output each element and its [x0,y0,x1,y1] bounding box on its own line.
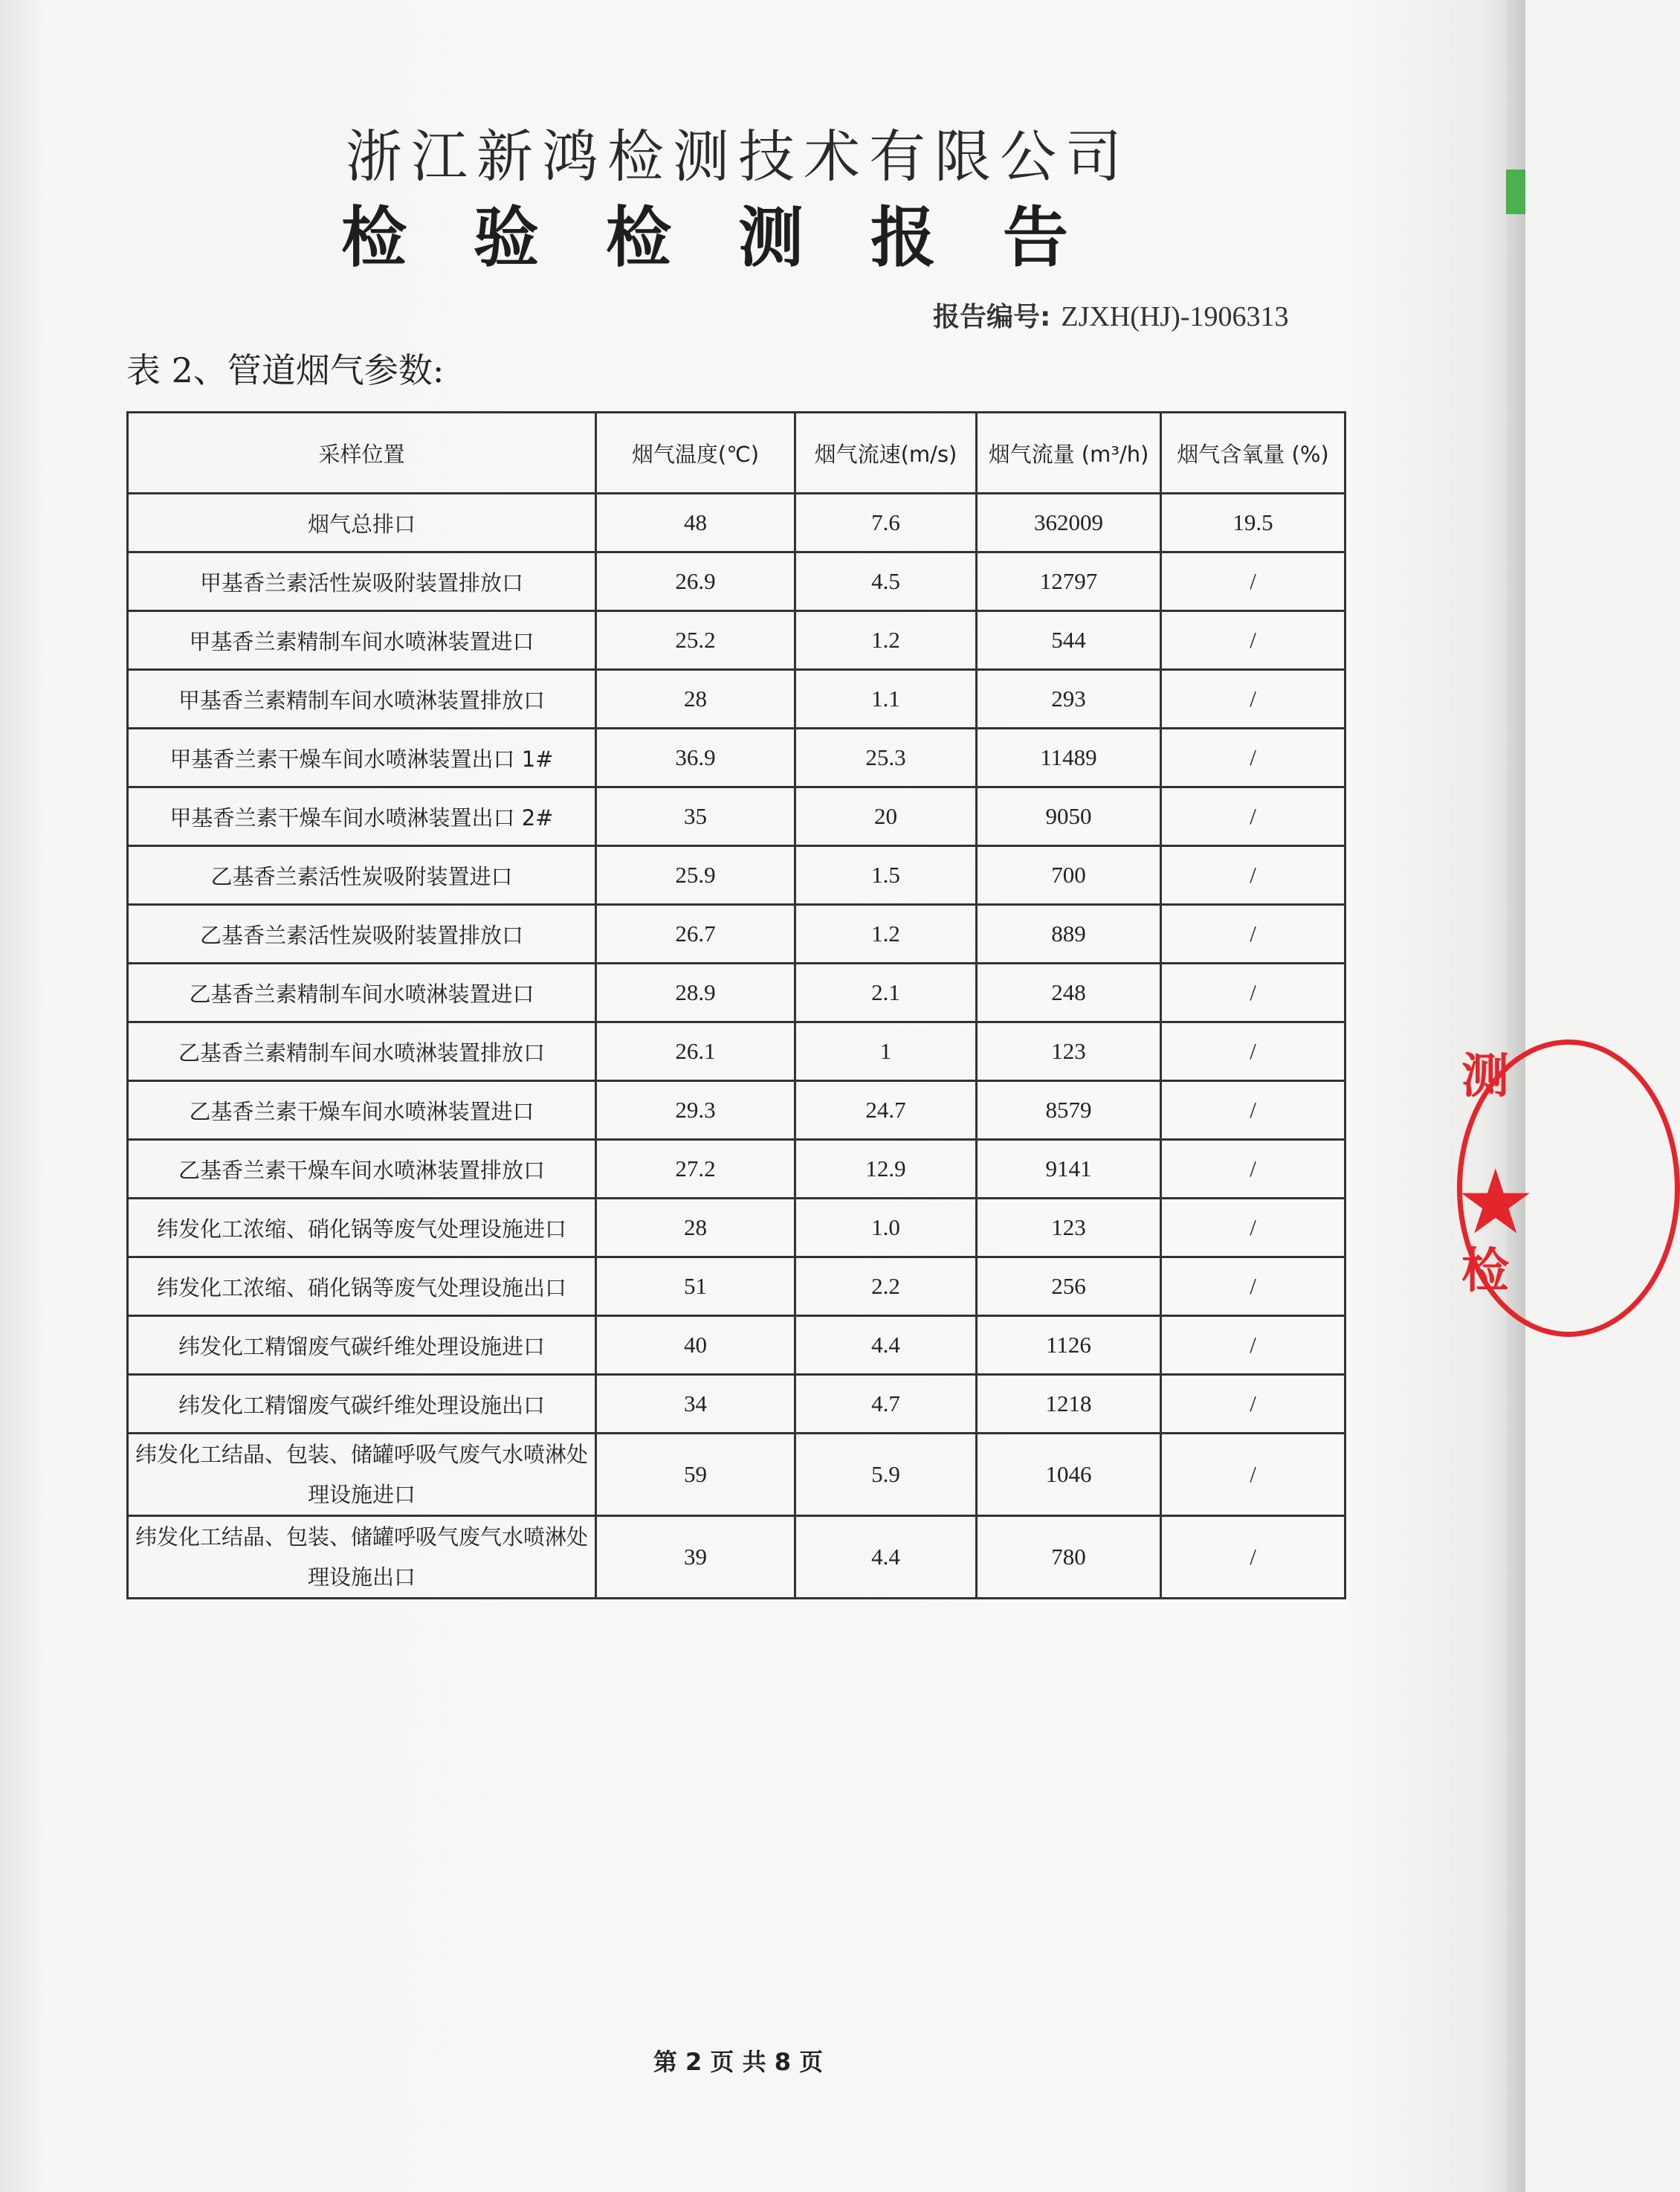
report-number [933,296,1288,334]
cell-velocity: 1.5 [795,846,977,905]
cell-oxygen: / [1161,964,1345,1022]
report-title: 检验检测报告 [340,199,1135,276]
table-header-row [128,413,1345,494]
cell-position: 乙基香兰素活性炭吸附装置进口 [128,846,596,905]
table-caption: 表 2、管道烟气参数: [126,350,445,390]
cell-flow: 256 [977,1257,1161,1316]
table-row [128,905,1345,964]
table-row [128,964,1345,1022]
cell-velocity: 7.6 [795,494,977,552]
table-row [128,670,1345,729]
cell-oxygen: / [1161,1316,1345,1375]
table-row [128,1434,1345,1516]
table-row [128,1516,1345,1599]
cell-flow: 889 [977,905,1161,964]
table-row [128,729,1345,787]
table-row [128,494,1345,552]
cell-position: 甲基香兰素活性炭吸附装置排放口 [128,552,596,611]
cell-flow: 700 [977,846,1161,905]
cell-position: 甲基香兰素干燥车间水喷淋装置出口 2# [128,787,596,846]
cell-position: 乙基香兰素干燥车间水喷淋装置进口 [128,1081,596,1140]
col-position-header: 采样位置 [128,413,596,494]
cell-position: 甲基香兰素精制车间水喷淋装置进口 [128,611,596,670]
cell-velocity: 2.1 [795,964,977,1022]
cell-position: 乙基香兰素活性炭吸附装置排放口 [128,905,596,964]
report-number-label: 报告编号: [933,302,1051,332]
cell-flow: 1126 [977,1316,1161,1375]
cell-position: 纬发化工浓缩、硝化锅等废气处理设施出口 [128,1257,596,1316]
cell-velocity: 12.9 [795,1140,977,1199]
cell-flow: 1218 [977,1375,1161,1434]
cell-velocity: 20 [795,787,977,846]
cell-velocity: 2.2 [795,1257,977,1316]
report-number-value: ZJXH(HJ)-1906313 [1061,301,1289,332]
col-flow-header: 烟气流量 (m³/h) [977,413,1161,494]
company-name: 浙江新鸿检测技术有限公司 [346,123,1131,190]
cell-position: 纬发化工结晶、包装、储罐呼吸气废气水喷淋处理设施进口 [128,1434,596,1516]
cell-temperature: 26.1 [596,1022,795,1081]
cell-flow: 123 [977,1199,1161,1257]
cell-flow: 12797 [977,552,1161,611]
cell-flow: 9141 [977,1140,1161,1199]
seal-star-icon: ★ [1456,1151,1536,1254]
table-row [128,1081,1345,1140]
cell-oxygen: / [1161,1081,1345,1140]
cell-flow: 362009 [977,494,1161,552]
cell-temperature: 25.9 [596,846,795,905]
col-temp-header: 烟气温度(℃) [596,413,795,494]
cell-velocity: 24.7 [795,1081,977,1140]
cell-velocity: 4.7 [795,1375,977,1434]
cell-flow: 8579 [977,1081,1161,1140]
cell-flow: 544 [977,611,1161,670]
table-row [128,1022,1345,1081]
cell-oxygen: / [1161,670,1345,729]
seal-text-bottom: 检 [1461,1244,1509,1299]
col-speed-header: 烟气流速(m/s) [795,413,977,494]
cell-oxygen: 19.5 [1161,494,1345,552]
col-oxygen-header: 烟气含氧量 (%) [1161,413,1345,494]
cell-temperature: 39 [596,1516,795,1599]
cell-position: 纬发化工精馏废气碳纤维处理设施进口 [128,1316,596,1375]
cell-flow: 9050 [977,787,1161,846]
cell-oxygen: / [1161,1140,1345,1199]
cell-velocity: 1.0 [795,1199,977,1257]
table-row [128,1375,1345,1434]
cell-velocity: 4.5 [795,552,977,611]
cell-position: 甲基香兰素干燥车间水喷淋装置出口 1# [128,729,596,787]
cell-temperature: 26.7 [596,905,795,964]
cell-flow: 248 [977,964,1161,1022]
cell-oxygen: / [1161,729,1345,787]
table-row [128,1199,1345,1257]
cell-temperature: 51 [596,1257,795,1316]
seal-text-top: 测 [1461,1049,1509,1104]
cell-position: 纬发化工浓缩、硝化锅等废气处理设施进口 [128,1199,596,1257]
cell-temperature: 29.3 [596,1081,795,1140]
official-seal [1451,1032,1536,1344]
cell-temperature: 35 [596,787,795,846]
cell-temperature: 28 [596,670,795,729]
cell-temperature: 40 [596,1316,795,1375]
cell-temperature: 28.9 [596,964,795,1022]
binder-tab [1506,170,1525,214]
cell-velocity: 1.2 [795,905,977,964]
cell-oxygen: / [1161,1434,1345,1516]
cell-flow: 293 [977,670,1161,729]
cell-velocity: 1.2 [795,611,977,670]
table-row [128,1316,1345,1375]
cell-position: 甲基香兰素精制车间水喷淋装置排放口 [128,670,596,729]
cell-oxygen: / [1161,1375,1345,1434]
cell-velocity: 1.1 [795,670,977,729]
cell-flow: 1046 [977,1434,1161,1516]
cell-oxygen: / [1161,1022,1345,1081]
cell-position: 乙基香兰素干燥车间水喷淋装置排放口 [128,1140,596,1199]
cell-oxygen: / [1161,1257,1345,1316]
cell-oxygen: / [1161,552,1345,611]
cell-velocity: 4.4 [795,1516,977,1599]
cell-flow: 123 [977,1022,1161,1081]
cell-velocity: 1 [795,1022,977,1081]
table-row [128,1140,1345,1199]
cell-oxygen: / [1161,787,1345,846]
cell-temperature: 28 [596,1199,795,1257]
cell-velocity: 4.4 [795,1316,977,1375]
cell-oxygen: / [1161,905,1345,964]
table-row [128,611,1345,670]
cell-temperature: 26.9 [596,552,795,611]
cell-temperature: 36.9 [596,729,795,787]
page-number: 第 2 页 共 8 页 [653,2048,824,2076]
cell-oxygen: / [1161,1199,1345,1257]
cell-position: 烟气总排口 [128,494,596,552]
table-row [128,1257,1345,1316]
cell-velocity: 25.3 [795,729,977,787]
table-row [128,552,1345,611]
cell-oxygen: / [1161,1516,1345,1599]
table-row [128,846,1345,905]
cell-temperature: 59 [596,1434,795,1516]
cell-velocity: 5.9 [795,1434,977,1516]
table-body [128,494,1345,1599]
cell-temperature: 34 [596,1375,795,1434]
cell-temperature: 25.2 [596,611,795,670]
cell-oxygen: / [1161,846,1345,905]
cell-temperature: 48 [596,494,795,552]
cell-flow: 11489 [977,729,1161,787]
cell-oxygen: / [1161,611,1345,670]
cell-position: 纬发化工结晶、包装、储罐呼吸气废气水喷淋处理设施出口 [128,1516,596,1599]
flue-gas-table [126,411,1346,1599]
cell-temperature: 27.2 [596,1140,795,1199]
cell-position: 纬发化工精馏废气碳纤维处理设施出口 [128,1375,596,1434]
cell-position: 乙基香兰素精制车间水喷淋装置进口 [128,964,596,1022]
cell-position: 乙基香兰素精制车间水喷淋装置排放口 [128,1022,596,1081]
cell-flow: 780 [977,1516,1161,1599]
table-row [128,787,1345,846]
